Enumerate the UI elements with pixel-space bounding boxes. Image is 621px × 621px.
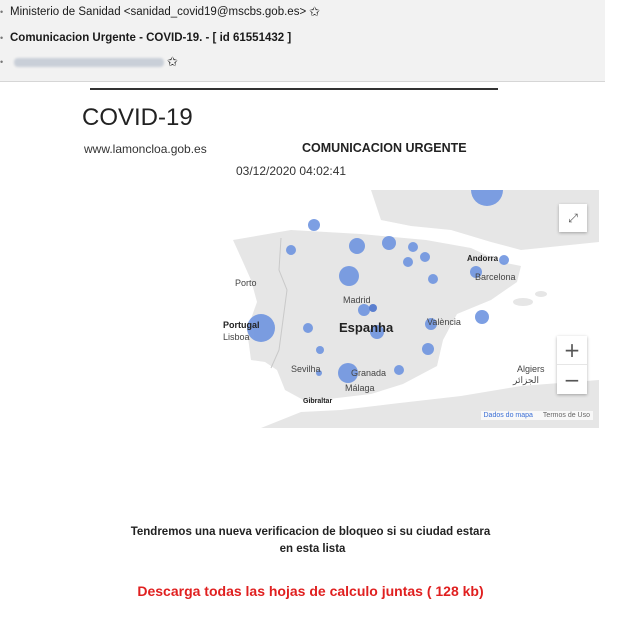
map-canvas <box>221 190 599 428</box>
map-label-malaga: Málaga <box>345 383 375 393</box>
message <box>0 524 621 558</box>
zoom-in-button[interactable]: + <box>557 336 587 365</box>
map-label-madrid: Madrid <box>343 295 371 305</box>
fullscreen-button[interactable] <box>559 204 587 232</box>
terms-link[interactable]: Termos de Uso <box>542 412 590 419</box>
map-label-porto: Porto <box>235 278 257 288</box>
subject-row <box>0 28 291 48</box>
email-header <box>0 0 605 82</box>
map-data-link[interactable]: Dados do mapa <box>483 412 533 419</box>
urgent-label: COMUNICACION URGENTE <box>302 141 467 155</box>
map[interactable] <box>221 190 599 428</box>
download-link[interactable]: Descarga todas las hojas de calculo juntas ( 128 kb) <box>137 583 484 599</box>
map-label-sevilla: Sevilha <box>291 364 321 374</box>
recipient-row <box>0 52 178 72</box>
map-label-valencia: València <box>427 317 461 327</box>
map-label-lisboa: Lisboa <box>223 332 250 342</box>
bullet-icon: • <box>0 33 4 43</box>
map-label-portugal: Portugal <box>223 320 260 330</box>
map-attribution <box>481 411 594 420</box>
divider <box>90 88 498 90</box>
datetime: 03/12/2020 04:02:41 <box>236 164 347 178</box>
bullet-icon: • <box>0 57 4 67</box>
star-icon[interactable]: ✩ <box>309 4 321 19</box>
sender[interactable]: Ministerio de Sanidad <sanidad_covid19@mscbs.gob.es> <box>10 6 307 18</box>
expand-icon: ⤢ <box>568 210 578 225</box>
map-label-andorra: Andorra <box>467 254 499 263</box>
message-line-2: en esta lista <box>279 543 346 555</box>
map-label-barcelona: Barcelona <box>475 272 516 282</box>
sender-row <box>0 2 320 22</box>
zoom-control <box>557 336 587 394</box>
website-link[interactable]: www.lamoncloa.gob.es <box>84 142 207 156</box>
subject: Comunicacion Urgente - COVID-19. - [ id 61551432 ] <box>10 32 292 44</box>
map-label-granada: Granada <box>351 368 387 378</box>
bullet-icon: • <box>0 7 4 17</box>
map-label-algiers-ar: الجزائر <box>513 375 539 385</box>
map-label-espanha: Espanha <box>339 320 394 335</box>
map-label-algiers: Algiers <box>517 364 545 374</box>
redacted-recipient <box>14 58 164 67</box>
zoom-out-button[interactable]: − <box>563 367 581 392</box>
page-title: COVID-19 <box>82 104 193 131</box>
message-line-1: Tendremos una nueva verificacion de bloqueo si su ciudad estara <box>130 526 491 538</box>
map-label-gibraltar: Gibraltar <box>303 398 333 405</box>
star-icon[interactable]: ✩ <box>167 54 178 69</box>
